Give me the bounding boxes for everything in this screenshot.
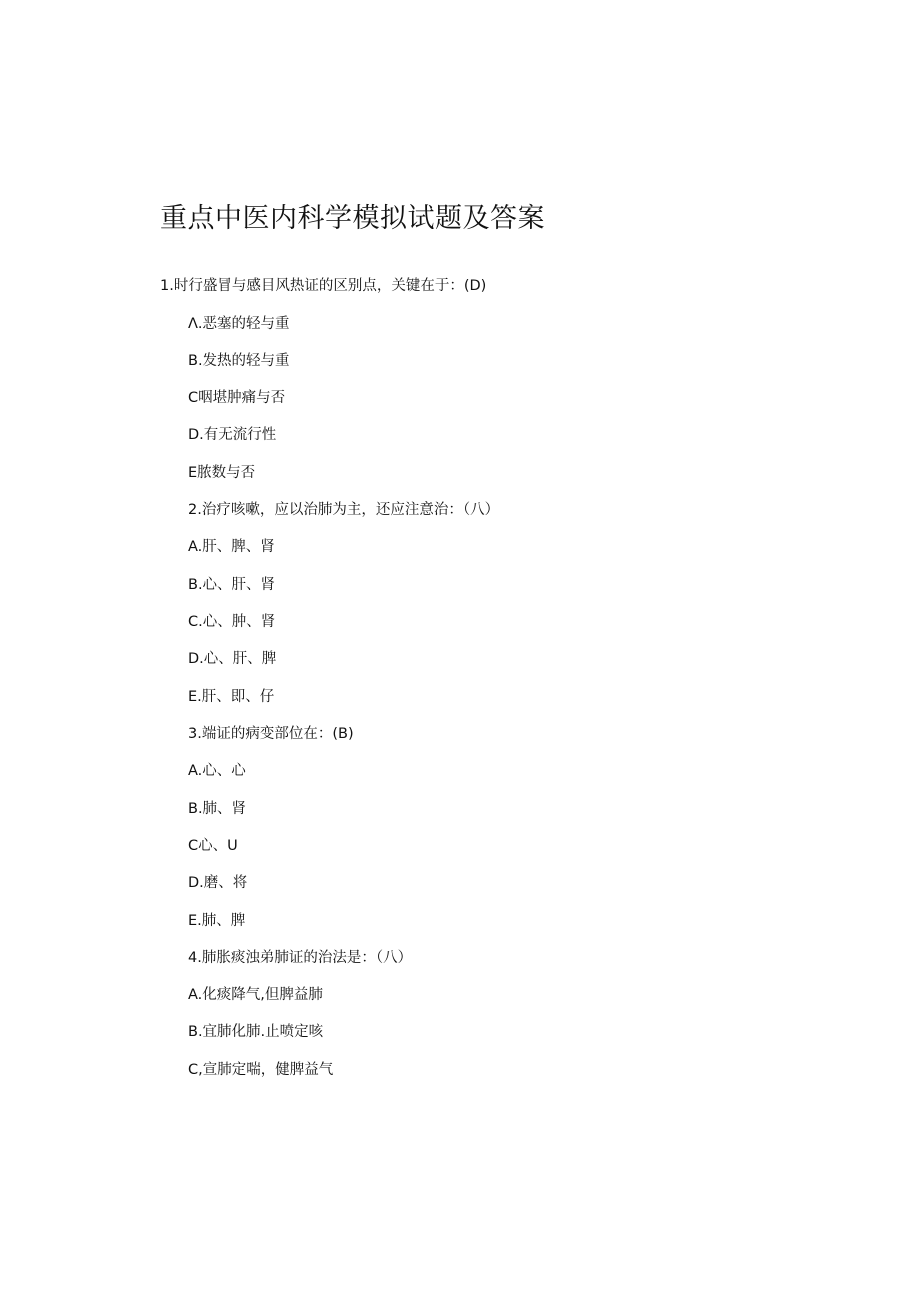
- document-title: 重点中医内科学模拟试题及答案: [160, 203, 545, 234]
- option-line: A.化痰降气,但脾益肺: [188, 987, 323, 1003]
- question-1: 1.时行盛冒与感目风热证的区别点，关键在于：(D): [160, 278, 487, 294]
- option-line: D.心、肝、脾: [188, 651, 277, 667]
- option-line: A.心、心: [188, 763, 246, 779]
- option-line: B.宜肺化肺.止喷定咳: [188, 1024, 324, 1040]
- option-line: B.肺、肾: [188, 801, 247, 817]
- option-line: Λ.恶塞的轻与重: [188, 316, 290, 332]
- option-line: A.肝、脾、肾: [188, 539, 275, 555]
- option-line: E.肺、脾: [188, 913, 246, 929]
- option-line: E脓数与否: [188, 465, 256, 481]
- option-line: C,宣肺定喘，健脾益气: [188, 1062, 334, 1078]
- option-line: D.磨、将: [188, 875, 248, 891]
- option-line: B.心、肝、肾: [188, 577, 276, 593]
- option-line: C心、U: [188, 838, 238, 854]
- option-line: C.心、肿、肾: [188, 614, 276, 630]
- question-4: 4.肺胀痰浊弟肺证的治法是：（八）: [188, 950, 413, 966]
- option-line: E.肝、即、仔: [188, 689, 275, 705]
- option-line: B.发热的轻与重: [188, 353, 290, 369]
- option-line: C咽堪肿痛与否: [188, 390, 286, 406]
- option-line: D.有无流行性: [188, 427, 277, 443]
- question-2: 2.治疗咳嗽，应以治肺为主，还应注意治：（八）: [188, 502, 500, 518]
- question-3: 3.端证的病变部位在：(B): [188, 726, 354, 742]
